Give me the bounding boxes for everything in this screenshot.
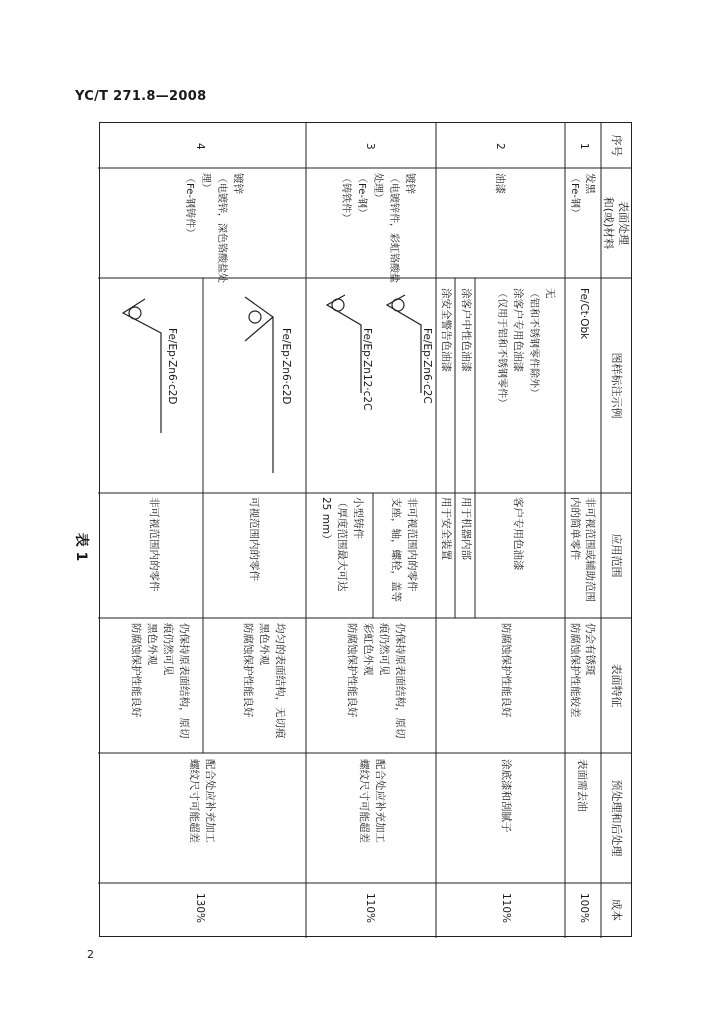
table-caption: 表 1: [73, 532, 89, 562]
row2-scope-line2: 用于机器内部: [460, 497, 472, 560]
surface-treatment-table: [99, 122, 632, 937]
table-frame: [99, 122, 632, 937]
row3-scope-line5: 25 mm）: [320, 497, 332, 545]
header-application-scope: 应用范围: [610, 533, 623, 578]
row3-serial: 3: [364, 143, 376, 150]
row3-processing-line1: 配合处应补充加工: [374, 759, 386, 843]
row3-features-line1: 仍保持原表面结构，原切: [394, 623, 406, 739]
row3-treatment-line5: （铸铁件）: [340, 173, 351, 223]
row4-treatment-line1: 镀锌: [232, 173, 244, 194]
row4-surface-symbols: [103, 283, 303, 483]
row4-cost: 130%: [194, 893, 206, 924]
row4-scope-line1: 可视范围内的零件: [248, 497, 260, 581]
row2-cost: 110%: [500, 893, 512, 924]
row1-serial: 1: [578, 143, 590, 150]
row3-treatment-line1: 镀锌: [404, 173, 416, 194]
row2-marking-line6: 涂安全警告色油漆: [440, 288, 452, 372]
row4-marking-2: Fe/Ep·Zn6·c2D: [166, 328, 178, 405]
row3-features-line3: 彩虹色外观: [362, 623, 374, 676]
row2-marking-line4: （仅用于铝和不锈钢零件）: [496, 288, 507, 408]
row2-marking-line2: （铝和不锈钢零件除外）: [528, 288, 539, 398]
row1-features-line1: 仍会有锈斑: [584, 623, 596, 676]
row1-treatment-line1: 发黑: [584, 173, 596, 194]
header-marking-example: 图样标注示例: [610, 352, 623, 419]
row4-features-line6: 黑色外观: [146, 623, 158, 665]
row2-serial: 2: [494, 143, 506, 150]
row3-treatment-line3: 处理）: [372, 173, 383, 203]
row4-features-line4: 仍保持原表面结构，原切: [178, 623, 190, 739]
header-treatment: 表面处理 和(或)材料: [602, 196, 630, 250]
row4-treatment-line4: （Fe-钢铸件）: [184, 173, 195, 238]
header-processing: 预处理和后处理: [610, 779, 623, 857]
header-serial: 序号: [610, 134, 623, 157]
row4-treatment-line2: （电镀锌，深色铬酸盐处: [216, 173, 227, 283]
row3-cost: 110%: [364, 893, 376, 924]
row2-scope-line3: 用于安全装置: [440, 497, 452, 560]
row2-processing: 涂底漆和刮腻子: [500, 759, 512, 833]
row2-marking-line5: 涂客户中性色油漆: [460, 288, 472, 372]
row2-scope-line1: 客户专用色油漆: [512, 497, 524, 571]
header-cost: 成本: [610, 899, 623, 921]
row1-processing: 表面需去油: [576, 759, 588, 812]
row4-features-line1: 均匀的表面结构，无切痕: [274, 623, 286, 739]
row1-treatment-line2: （Fe-钢）: [569, 173, 580, 218]
row4-features-line2: 黑色外观: [258, 623, 270, 665]
row2-marking-line3: 涂客户专用色油漆: [512, 288, 524, 372]
row3-features-line4: 防腐蚀保护性能良好: [346, 623, 358, 718]
row1-marking: Fe/Ct·Obk: [578, 288, 590, 340]
table-caption-wrapper: [62, 532, 102, 562]
row3-scope-line3: 小型铸件: [352, 497, 364, 539]
row3-scope-line2: 支座，轴，螺栓，盖等: [390, 497, 402, 602]
row3-treatment-line2: （电镀锌件，彩虹铬酸盐: [388, 173, 399, 283]
row4-features-line3: 防腐蚀保护性能良好: [242, 623, 254, 718]
row4-scope-line2: 非可视范围内的零件: [148, 497, 160, 592]
row3-processing-line2: 螺纹尺寸可能超差: [358, 759, 370, 843]
row2-marking-line1: 无: [544, 288, 556, 299]
row4-serial: 4: [194, 143, 206, 150]
row2-features: 防腐蚀保护性能良好: [500, 623, 512, 718]
row3-scope-line1: 非可视范围内的零件: [406, 497, 418, 592]
row4-marking-1: Fe/Ep·Zn6·c2D: [280, 328, 292, 405]
row1-scope-line1: 非可视范围或辅助范围: [584, 497, 596, 602]
row3-scope-line4: （厚度范围最大可达: [336, 497, 348, 592]
row4-features-line7: 防腐蚀保护性能良好: [130, 623, 142, 718]
row1-features-line2: 防腐蚀保护性能较差: [569, 623, 581, 718]
row1-scope-line2: 内的简单零件: [569, 497, 581, 560]
row3-marking-1: Fe/Ep·Zn6·c2C: [421, 328, 433, 404]
row3-features-line2: 痕仍然可见: [378, 623, 390, 676]
row3-marking-2: Fe/Ep·Zn12·c2C: [361, 328, 373, 411]
row1-cost: 100%: [578, 893, 590, 924]
row4-features-line5: 痕仍然可见: [162, 623, 174, 676]
header-surface-features: 表面特征: [610, 663, 623, 708]
row4-processing-line2: 螺纹尺寸可能超差: [188, 759, 200, 843]
row3-treatment-line4: （Fe-钢）: [356, 173, 367, 218]
row4-processing-line1: 配合处应补充加工: [204, 759, 216, 843]
row2-treatment: 油漆: [494, 173, 506, 194]
page-number: 2: [87, 948, 94, 961]
document-header-code: YC/T 271.8—2008: [75, 89, 207, 104]
row4-treatment-line3: 理）: [200, 173, 211, 193]
